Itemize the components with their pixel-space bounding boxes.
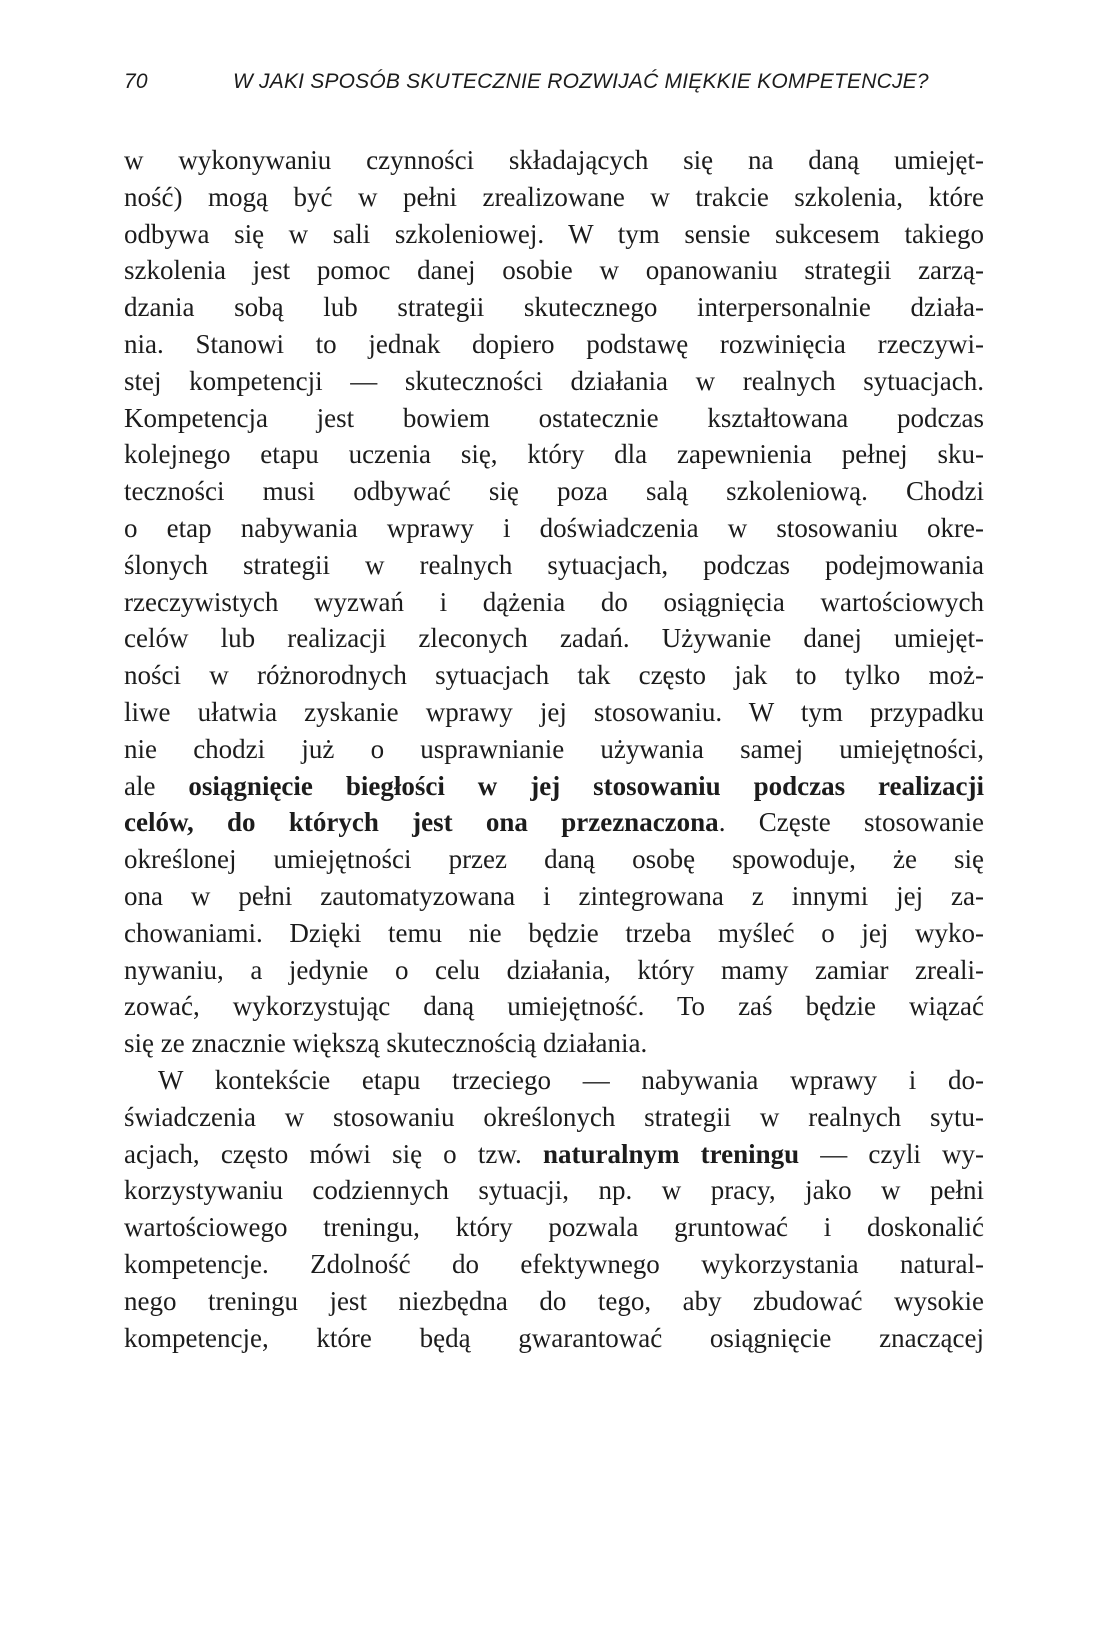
paragraph-first-line: W kontekście etapu trzeciego — nabywania wprawy i do- — [158, 1064, 984, 1095]
text-line: chowaniami. Dzięki temu nie będzie trzeba myśleć o jej wyko- — [124, 917, 984, 948]
text-line: dzania sobą lub strategii skutecznego interpersonalnie działa- — [124, 292, 984, 323]
text-line: kompetencje, które będą gwarantować osiągnięcie znaczącej — [124, 1322, 984, 1353]
text-line: odbywa się w sali szkoleniowej. W tym sensie sukcesem takiego — [124, 218, 984, 249]
text-segment: . Częste stosowanie — [718, 807, 984, 838]
text-line: kompetencje. Zdolność do efektywnego wykorzystania natural- — [124, 1248, 984, 1279]
text-line: celów lub realizacji zleconych zadań. Używanie danej umiejęt- — [124, 623, 984, 654]
chapter-title: W JAKI SPOSÓB SKUTECZNIE ROZWIJAĆ MIĘKKIE KOMPETENCJE? — [233, 70, 929, 93]
text-line: teczności musi odbywać się poza salą szkoleniową. Chodzi — [124, 476, 984, 507]
text-line: korzystywaniu codziennych sytuacji, np. w pracy, jako w pełni — [124, 1175, 984, 1206]
text-line — [124, 1136, 984, 1173]
running-head — [124, 70, 984, 102]
text-line: nia. Stanowi to jednak dopiero podstawę rozwinięcia rzeczywi- — [124, 328, 984, 359]
bold-term: naturalnym treningu — [542, 1138, 800, 1169]
text-line: rzeczywistych wyzwań i dążenia do osiągnięcia wartościowych — [124, 586, 984, 617]
text-line: o etap nabywania wprawy i doświadczenia w stosowaniu okre- — [124, 512, 984, 543]
text-line: zować, wykorzystując daną umiejętność. To zaś będzie wiązać — [124, 991, 984, 1022]
text-segment: ale — [124, 770, 189, 801]
bold-emphasis: osiągnięcie biegłości w jej stosowaniu podczas realizacji — [188, 770, 984, 801]
text-line — [124, 768, 984, 805]
text-line: wartościowego treningu, który pozwala gruntować i doskonalić — [124, 1212, 984, 1243]
bold-emphasis: celów, do których jest ona przeznaczona — [124, 807, 719, 838]
paragraph-last-line: się ze znacznie większą skutecznością działania. — [124, 1028, 648, 1059]
text-line: w wykonywaniu czynności składających się na daną umiejęt- — [124, 145, 984, 175]
text-line: nie chodzi już o usprawnianie używania samej umiejętności, — [124, 733, 984, 764]
text-line: kolejnego etapu uczenia się, który dla zapewnienia pełnej sku- — [124, 439, 984, 470]
text-line: ności w różnorodnych sytuacjach tak często jak to tylko moż- — [124, 660, 984, 691]
text-line: nywaniu, a jedynie o celu działania, który mamy zamiar zreali- — [124, 954, 984, 985]
page-number: 70 — [124, 70, 148, 93]
text-segment: — czyli wy- — [799, 1138, 985, 1169]
text-line: ślonych strategii w realnych sytuacjach, podczas podejmowania — [124, 549, 984, 580]
text-line: liwe ułatwia zyskanie wprawy jej stosowaniu. W tym przypadku — [124, 696, 984, 727]
text-line: ona w pełni zautomatyzowana i zintegrowana z innymi jej za- — [124, 880, 984, 911]
body-text — [124, 142, 984, 1356]
text-line: stej kompetencji — skuteczności działania w realnych sytuacjach. — [124, 365, 984, 396]
text-line: nego treningu jest niezbędna do tego, aby zbudować wysokie — [124, 1285, 984, 1316]
text-segment: acjach, często mówi się o tzw. — [124, 1138, 543, 1169]
text-line: szkolenia jest pomoc danej osobie w opanowaniu strategii zarzą- — [124, 255, 984, 286]
text-line: Kompetencja jest bowiem ostatecznie kształtowana podczas — [124, 402, 984, 433]
text-line: określonej umiejętności przez daną osobę spowoduje, że się — [124, 844, 984, 875]
text-line: ność) mogą być w pełni zrealizowane w trakcie szkolenia, które — [124, 181, 984, 212]
text-line — [124, 804, 984, 841]
text-line: świadczenia w stosowaniu określonych strategii w realnych sytu- — [124, 1101, 984, 1132]
